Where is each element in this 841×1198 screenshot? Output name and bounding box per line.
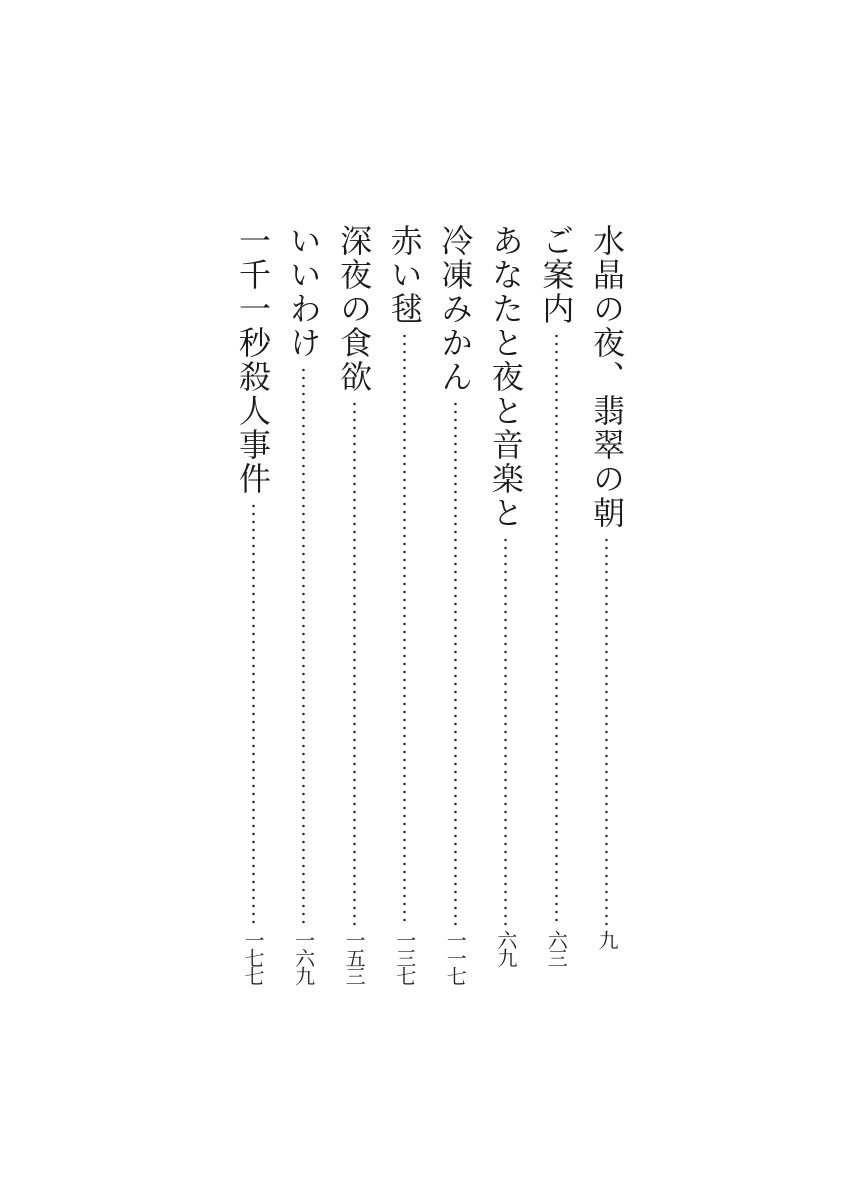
dot-leader <box>605 536 608 926</box>
table-of-contents <box>234 224 626 984</box>
page-number: 九 <box>594 930 619 948</box>
page-number: 一五三 <box>342 930 367 984</box>
entry-title: 赤い毬 <box>385 224 424 326</box>
dot-leader <box>353 400 356 926</box>
toc-entry-7[interactable] <box>284 224 323 984</box>
entry-title: 一千一秒殺人事件 <box>234 224 272 496</box>
toc-entry-2[interactable] <box>538 224 574 964</box>
toc-entry-4[interactable] <box>436 224 475 984</box>
page-number: 一六九 <box>291 930 316 984</box>
toc-entry-8[interactable] <box>234 224 272 984</box>
dot-leader <box>252 502 255 926</box>
dot-leader <box>302 366 305 926</box>
entry-title: あなたと夜と音楽と <box>486 224 525 530</box>
entry-title: ご案内 <box>537 224 576 326</box>
entry-title: 水晶の夜、翡翠の朝 <box>587 224 626 530</box>
entry-title: いいわけ <box>284 224 323 360</box>
toc-entry-6[interactable] <box>335 224 374 984</box>
page-number: 六九 <box>493 930 518 966</box>
toc-entry-1[interactable] <box>589 224 625 964</box>
entry-title: 冷凍みかん <box>436 224 475 394</box>
toc-entry-3[interactable] <box>488 224 524 964</box>
dot-leader <box>403 332 406 926</box>
entry-title: 深夜の食欲 <box>335 224 374 394</box>
toc-entry-5[interactable] <box>385 224 424 984</box>
page-number: 六三 <box>544 930 569 966</box>
dot-leader <box>454 400 457 926</box>
dot-leader <box>555 332 558 926</box>
page-number: 一七七 <box>241 930 265 984</box>
page-number: 一三七 <box>392 930 417 984</box>
page-number: 一一七 <box>443 930 468 984</box>
dot-leader <box>504 536 507 926</box>
